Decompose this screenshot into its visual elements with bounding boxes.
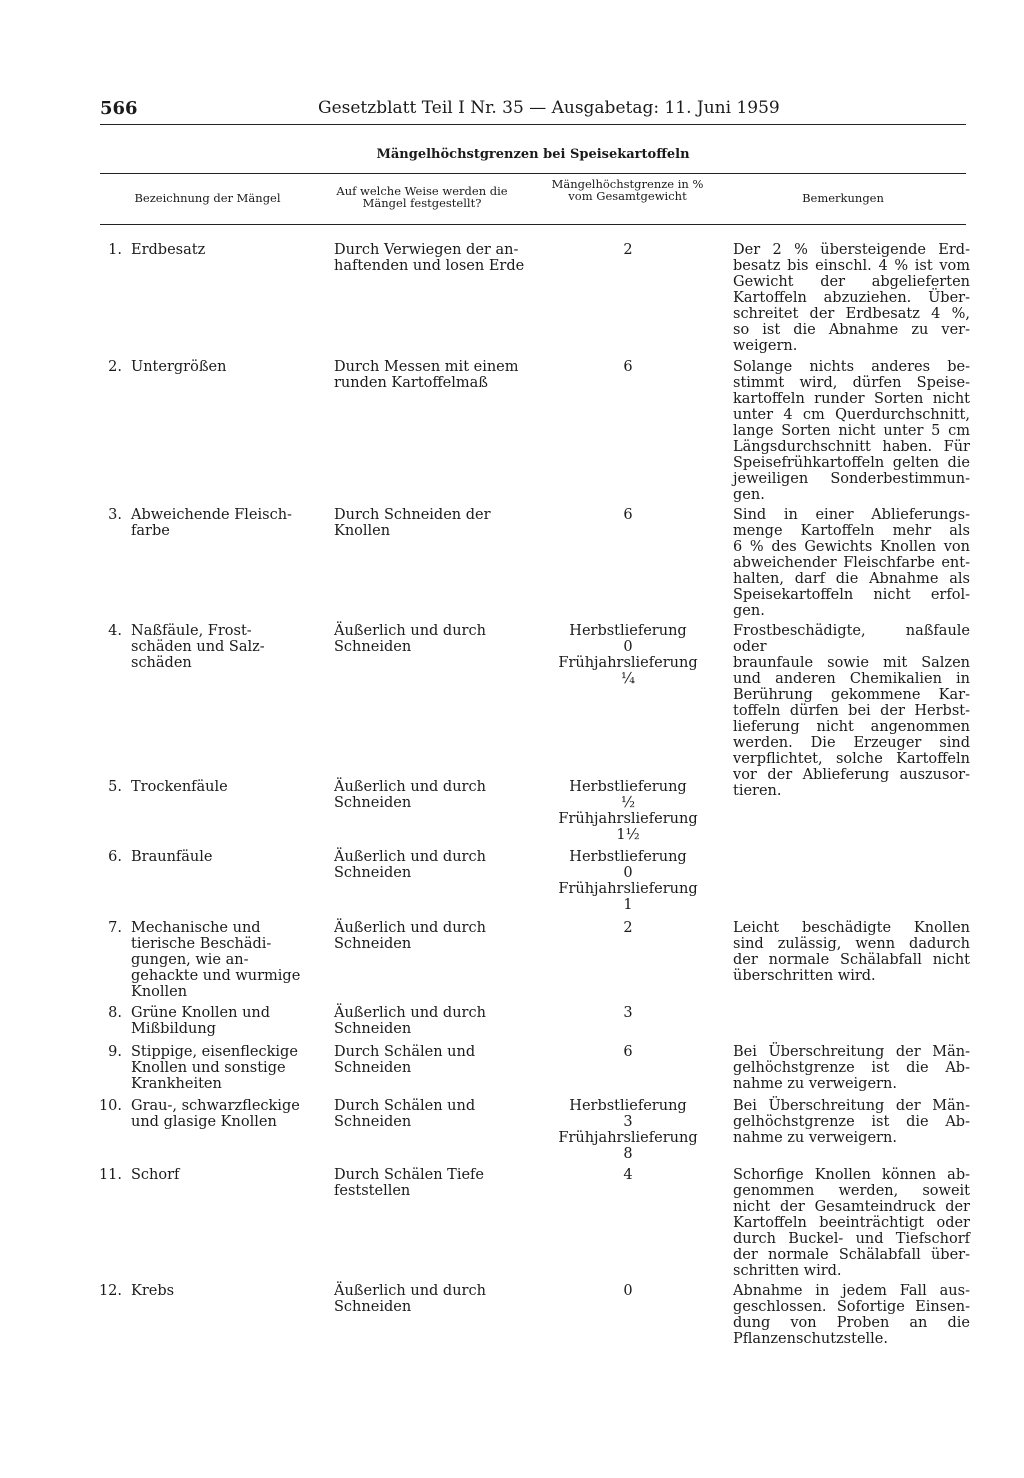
remark-text-line: Sind in einer Ablieferungs-: [733, 507, 970, 523]
remark-text-line: durch Buckel- und Tiefschorf: [733, 1231, 970, 1247]
detection-method: [334, 623, 534, 655]
defect-name: [131, 1167, 316, 1183]
detection-method: [334, 1044, 534, 1076]
defect-name: [131, 1044, 316, 1092]
remark-text-line: Abnahme in jedem Fall aus-: [733, 1283, 970, 1299]
detection-method-line: Äußerlich und durch: [334, 779, 486, 795]
detection-method-line: Äußerlich und durch: [334, 849, 486, 865]
defect-limit-line: 0: [623, 639, 633, 655]
defect-name-line: Stippige, eisenfleckige: [131, 1044, 298, 1060]
remark-text-line: der normale Schälabfall über-: [733, 1247, 970, 1263]
defect-name: [131, 920, 316, 1000]
defect-limit-line: Herbstlieferung: [569, 849, 687, 865]
detection-method-line: Äußerlich und durch: [334, 1005, 486, 1021]
defect-limit-line: 1½: [616, 827, 640, 843]
defect-name-line: Mechanische und: [131, 920, 261, 936]
remark-text-line: Solange nichts anderes be-: [733, 359, 970, 375]
detection-method-line: Schneiden: [334, 1114, 412, 1130]
defect-limit-line: 6: [623, 359, 633, 375]
row-number: 7.: [108, 920, 122, 936]
defect-name-line: gungen, wie an-: [131, 952, 249, 968]
row-number: 4.: [108, 623, 122, 639]
detection-method-line: Schneiden: [334, 1021, 412, 1037]
remark-text: [733, 1167, 970, 1279]
remark-text-line: geschlossen. Sofortige Einsen-: [733, 1299, 970, 1315]
remark-text: [733, 1098, 970, 1146]
defect-limit-line: ½: [620, 795, 636, 811]
defect-limit: [550, 779, 706, 843]
defect-name-line: Knollen: [131, 984, 188, 1000]
defect-limit-line: 2: [623, 920, 633, 936]
detection-method: [334, 1283, 534, 1315]
table-title: Mängelhöchstgrenzen bei Speisekartoffeln: [376, 147, 690, 162]
table-column-headers: [100, 173, 966, 225]
detection-method-line: Schneiden: [334, 639, 412, 655]
detection-method-line: haftenden und losen Erde: [334, 258, 525, 274]
row-number: 12.: [98, 1283, 122, 1299]
detection-method-line: Durch Schälen Tiefe: [334, 1167, 485, 1183]
defect-limit: [550, 359, 706, 375]
remark-text-line: werden. Die Erzeuger sind: [733, 735, 970, 751]
defect-name: [131, 507, 316, 539]
remark-text-line: gen.: [733, 603, 765, 619]
defect-name-line: Abweichende Fleisch-: [131, 507, 292, 523]
detection-method: [334, 507, 534, 539]
remark-text: [733, 920, 970, 984]
column-header-remarks: Bemerkungen: [802, 191, 884, 205]
defect-name: [131, 359, 316, 375]
page-header: [100, 98, 966, 125]
row-number: 9.: [108, 1044, 122, 1060]
remark-text-line: Bei Überschreitung der Män-: [733, 1098, 970, 1114]
row-number: 10.: [98, 1098, 122, 1114]
defect-name-line: farbe: [131, 523, 170, 539]
detection-method-line: Äußerlich und durch: [334, 623, 486, 639]
defect-limit: [550, 507, 706, 523]
remark-text-line: so ist die Abnahme zu ver-: [733, 322, 970, 338]
defect-name-line: Untergrößen: [131, 359, 227, 375]
detection-method-line: Durch Schälen und: [334, 1098, 476, 1114]
defect-limit: [550, 242, 706, 258]
detection-method-line: feststellen: [334, 1183, 411, 1199]
defect-name: [131, 623, 316, 671]
defect-name-line: Erdbesatz: [131, 242, 206, 258]
remark-text-line: Berührung gekommene Kar-: [733, 687, 970, 703]
row-number: 2.: [108, 359, 122, 375]
row-number: 1.: [108, 242, 122, 258]
remark-text-line: Kartoffeln abzuziehen. Über-: [733, 290, 970, 306]
column-header-method: Auf welche Weise werden die Mängel festgestellt?: [336, 184, 508, 210]
remark-text-line: jeweiligen Sonderbestimmun-: [733, 471, 970, 487]
remark-text-line: weigern.: [733, 338, 798, 354]
remark-text: [733, 507, 970, 619]
remark-text-line: stimmt wird, dürfen Speise-: [733, 375, 970, 391]
defect-name-line: Knollen und sonstige: [131, 1060, 286, 1076]
remark-text-line: vor der Ablieferung auszusor-: [733, 767, 970, 783]
remark-text-line: lieferung nicht angenommen: [733, 719, 970, 735]
remark-text-line: schreitet der Erdbesatz 4 %,: [733, 306, 970, 322]
defect-limit: [550, 1098, 706, 1162]
remark-text-line: besatz bis einschl. 4 % ist vom: [733, 258, 970, 274]
defect-limit-line: 3: [623, 1114, 633, 1130]
detection-method: [334, 242, 534, 274]
defect-limit-line: 6: [623, 507, 633, 523]
defect-name: [131, 1005, 316, 1037]
detection-method: [334, 1005, 534, 1037]
defect-name-line: und glasige Knollen: [131, 1114, 277, 1130]
remark-text-line: tieren.: [733, 783, 782, 799]
detection-method: [334, 779, 534, 811]
defect-name-line: Naßfäule, Frost-: [131, 623, 252, 639]
detection-method-line: Schneiden: [334, 865, 412, 881]
remark-text-line: Schorfige Knollen können ab-: [733, 1167, 970, 1183]
remark-text-line: lange Sorten nicht unter 5 cm: [733, 423, 970, 439]
detection-method-line: Schneiden: [334, 1060, 412, 1076]
defect-name: [131, 779, 316, 795]
remark-text: [733, 1044, 970, 1092]
remark-text-line: nicht der Gesamteindruck der: [733, 1199, 970, 1215]
defect-name-line: Braunfäule: [131, 849, 213, 865]
remark-text-line: und anderen Chemikalien in: [733, 671, 970, 687]
remark-text-line: unter 4 cm Querdurchschnitt,: [733, 407, 970, 423]
defect-limit-line: Herbstlieferung: [569, 1098, 687, 1114]
row-number: 3.: [108, 507, 122, 523]
remark-text-line: 6 % des Gewichts Knollen von: [733, 539, 970, 555]
detection-method: [334, 1167, 534, 1199]
detection-method-line: Durch Messen mit einem: [334, 359, 519, 375]
remark-text-line: der normale Schälabfall nicht: [733, 952, 970, 968]
defect-limit-line: Frühjahrslieferung: [558, 811, 698, 827]
detection-method: [334, 359, 534, 391]
remark-text-line: überschritten wird.: [733, 968, 876, 984]
remark-text-line: dung von Proben an die: [733, 1315, 970, 1331]
remark-text-line: kartoffeln runder Sorten nicht: [733, 391, 970, 407]
defect-name: [131, 1283, 316, 1299]
remark-text: [733, 242, 970, 354]
defect-limit-line: Frühjahrslieferung: [558, 881, 698, 897]
detection-method-line: Schneiden: [334, 795, 412, 811]
defect-name: [131, 242, 316, 258]
defect-limit-line: 0: [623, 1283, 633, 1299]
remark-text-line: schritten wird.: [733, 1263, 842, 1279]
row-number: 6.: [108, 849, 122, 865]
remark-text-line: Speisekartoffeln nicht erfol-: [733, 587, 970, 603]
page-number: 566: [100, 98, 138, 119]
defect-limit: [550, 623, 706, 687]
remark-text-line: sind zulässig, wenn dadurch: [733, 936, 970, 952]
defect-limit-line: ¼: [620, 671, 636, 687]
remark-text-line: Kartoffeln beeinträchtigt oder: [733, 1215, 970, 1231]
defect-limit: [550, 1044, 706, 1060]
defect-name-line: gehackte und wurmige: [131, 968, 301, 984]
defect-name-line: Mißbildung: [131, 1021, 216, 1037]
detection-method-line: Knollen: [334, 523, 391, 539]
defect-limit-line: 3: [623, 1005, 633, 1021]
remark-text-line: Gewicht der abgelieferten: [733, 274, 970, 290]
remark-text-line: Der 2 % übersteigende Erd-: [733, 242, 970, 258]
remark-text-line: gen.: [733, 487, 765, 503]
defect-limit-line: Herbstlieferung: [569, 779, 687, 795]
defect-limit-line: Herbstlieferung: [569, 623, 687, 639]
defect-name-line: Grüne Knollen und: [131, 1005, 271, 1021]
detection-method: [334, 849, 534, 881]
detection-method-line: Schneiden: [334, 1299, 412, 1315]
row-number: 8.: [108, 1005, 122, 1021]
defect-limit: [550, 1005, 706, 1021]
remark-text-line: Leicht beschädigte Knollen: [733, 920, 970, 936]
defect-limit-line: 6: [623, 1044, 633, 1060]
defect-limit: [550, 849, 706, 913]
remark-text-line: abweichender Fleischfarbe ent-: [733, 555, 970, 571]
remark-text-line: gelhöchstgrenze ist die Ab-: [733, 1060, 970, 1076]
remark-text-line: braunfaule sowie mit Salzen: [733, 655, 970, 671]
column-header-defect: Bezeichnung der Mängel: [134, 191, 281, 205]
defect-name-line: schäden: [131, 655, 192, 671]
journal-title: Gesetzblatt Teil I Nr. 35 — Ausgabetag: 11. Juni 1959: [318, 98, 780, 118]
remark-text-line: Bei Überschreitung der Män-: [733, 1044, 970, 1060]
detection-method-line: Durch Schälen und: [334, 1044, 476, 1060]
defect-name-line: tierische Beschädi-: [131, 936, 272, 952]
remark-text-line: Speisefrühkartoffeln gelten die: [733, 455, 970, 471]
detection-method-line: Äußerlich und durch: [334, 920, 486, 936]
defect-name-line: Grau-, schwarzfleckige: [131, 1098, 300, 1114]
remark-text: [733, 1283, 970, 1347]
detection-method-line: runden Kartoffelmaß: [334, 375, 488, 391]
remark-text-line: toffeln dürfen bei der Herbst-: [733, 703, 970, 719]
defect-limit: [550, 920, 706, 936]
remark-text-line: nahme zu verweigern.: [733, 1076, 897, 1092]
row-number: 5.: [108, 779, 122, 795]
defect-name-line: Trockenfäule: [131, 779, 228, 795]
defect-name: [131, 849, 316, 865]
defect-limit: [550, 1167, 706, 1183]
defect-name-line: schäden und Salz-: [131, 639, 265, 655]
defect-limit-line: 1: [623, 897, 633, 913]
defect-limit: [550, 1283, 706, 1299]
remark-text-line: Pflanzenschutzstelle.: [733, 1331, 888, 1347]
defect-name-line: Krankheiten: [131, 1076, 222, 1092]
remark-text-line: gelhöchstgrenze ist die Ab-: [733, 1114, 970, 1130]
defect-limit-line: 2: [623, 242, 633, 258]
remark-text-line: Frostbeschädigte, naßfaule oder: [733, 623, 970, 655]
remark-text: [733, 359, 970, 503]
remark-text-line: menge Kartoffeln mehr als: [733, 523, 970, 539]
defect-limit-line: 8: [623, 1146, 633, 1162]
remark-text: [733, 623, 970, 799]
detection-method-line: Durch Schneiden der: [334, 507, 491, 523]
detection-method-line: Schneiden: [334, 936, 412, 952]
remark-text-line: verpflichtet, solche Kartoffeln: [733, 751, 970, 767]
remark-text-line: Längsdurchschnitt haben. Für: [733, 439, 970, 455]
defect-limit-line: 4: [623, 1167, 633, 1183]
defect-name: [131, 1098, 316, 1130]
defect-limit-line: Frühjahrslieferung: [558, 1130, 698, 1146]
column-header-limit: Mängelhöchstgrenze in % vom Gesamtgewicht: [551, 177, 704, 203]
defect-limit-line: 0: [623, 865, 633, 881]
defect-name-line: Schorf: [131, 1167, 180, 1183]
defect-limit-line: Frühjahrslieferung: [558, 655, 698, 671]
detection-method-line: Durch Verwiegen der an-: [334, 242, 519, 258]
defect-name-line: Krebs: [131, 1283, 175, 1299]
detection-method-line: Äußerlich und durch: [334, 1283, 486, 1299]
detection-method: [334, 1098, 534, 1130]
remark-text-line: genommen werden, soweit: [733, 1183, 970, 1199]
detection-method: [334, 920, 534, 952]
row-number: 11.: [98, 1167, 122, 1183]
remark-text-line: halten, darf die Abnahme als: [733, 571, 970, 587]
remark-text-line: nahme zu verweigern.: [733, 1130, 897, 1146]
